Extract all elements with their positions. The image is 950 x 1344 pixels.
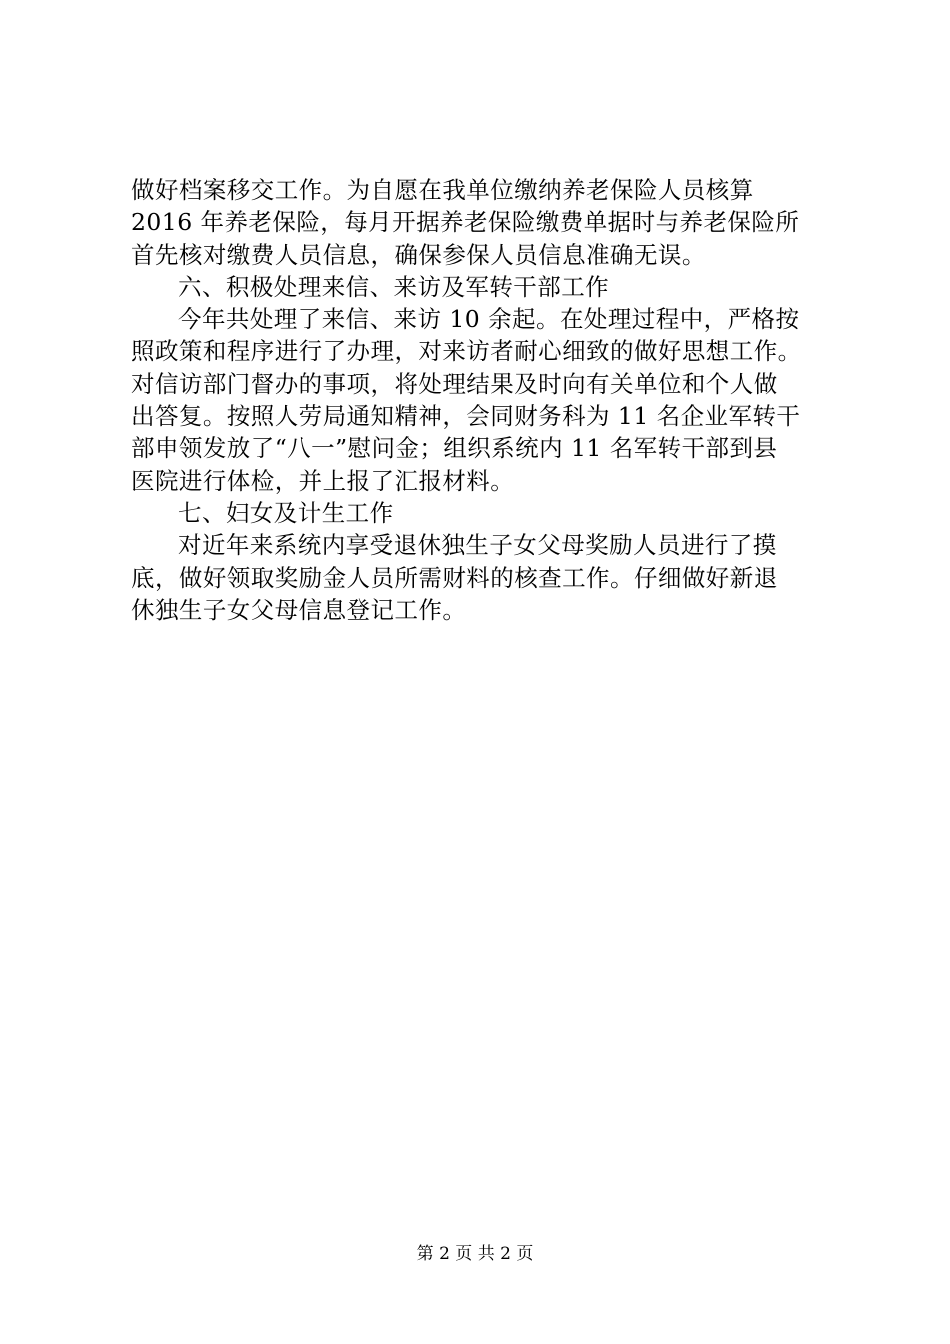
text-line: 做好档案移交工作。为自愿在我单位缴纳养老保险人员核算 bbox=[131, 176, 754, 204]
section-heading: 六、积极处理来信、来访及军转干部工作 bbox=[178, 272, 610, 301]
section-heading: 七、妇女及计生工作 bbox=[178, 498, 394, 527]
text-line: 医院进行体检，并上报了汇报材料。 bbox=[131, 466, 515, 495]
text-line: 照政策和程序进行了办理，对来访者耐心细致的做好思想工作。 bbox=[131, 337, 802, 366]
page-number-footer: 第 2 页 共 2 页 bbox=[416, 1244, 534, 1264]
text-line: 首先核对缴费人员信息，确保参保人员信息准确无误。 bbox=[131, 240, 706, 269]
document-body bbox=[131, 174, 831, 626]
text-line: 2016 年养老保险，每月开据养老保险缴费单据时与养老保险所 bbox=[131, 208, 800, 237]
text-line: 休独生子女父母信息登记工作。 bbox=[131, 595, 467, 624]
text-line: 对信访部门督办的事项，将处理结果及时向有关单位和个人做 bbox=[131, 369, 778, 398]
text-line: 出答复。按照人劳局通知精神，会同财务科为 11 名企业军转干 bbox=[131, 402, 801, 431]
text-line: 底，做好领取奖励金人员所需财料的核查工作。仔细做好新退 bbox=[131, 563, 778, 592]
text-line: 今年共处理了来信、来访 10 余起。在处理过程中，严格按 bbox=[178, 305, 800, 334]
text-line: 对近年来系统内享受退休独生子女父母奖励人员进行了摸 bbox=[178, 531, 777, 560]
text-line: 部申领发放了“八一”慰问金；组织系统内 11 名军转干部到县 bbox=[131, 434, 778, 463]
